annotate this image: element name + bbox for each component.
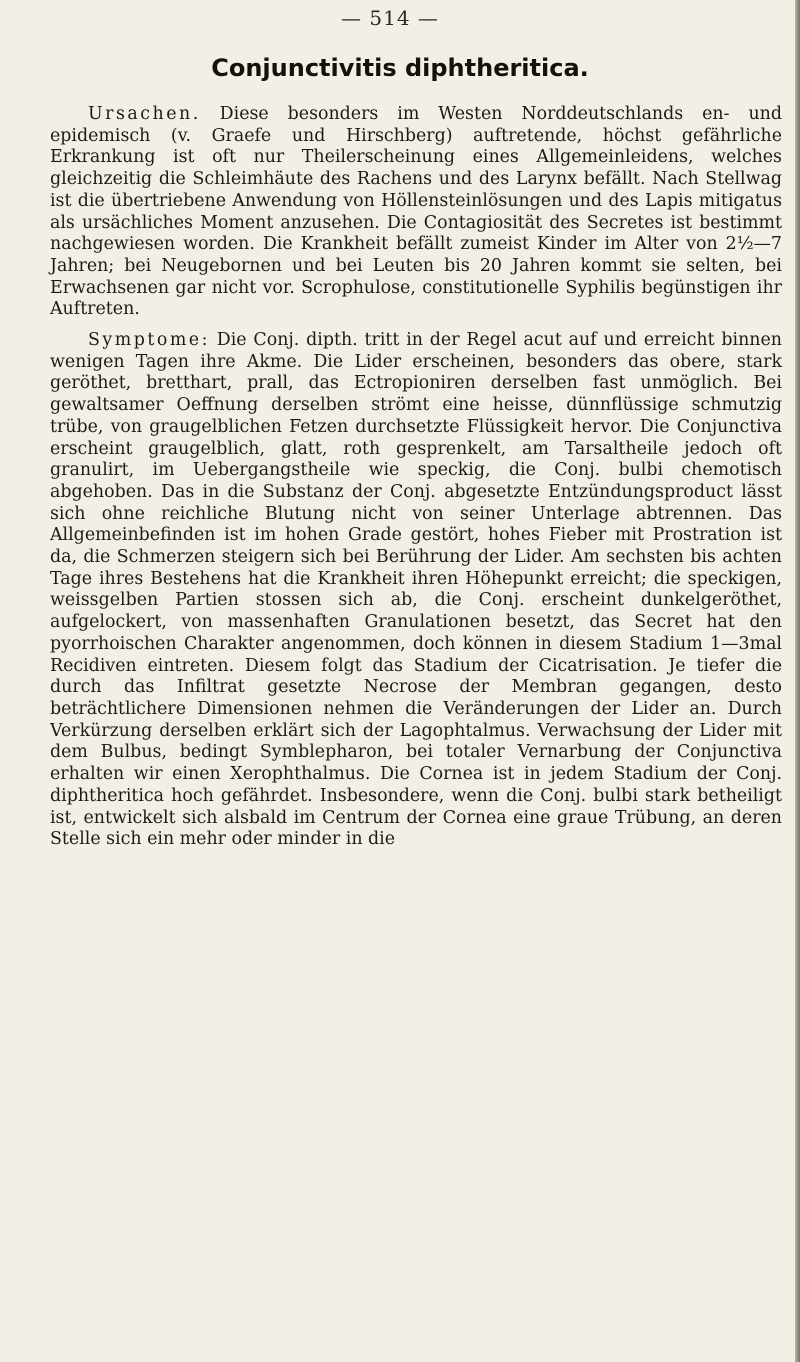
paragraph-causes [50, 104, 782, 321]
paragraph-text-symptoms: Die Conj. dipth. tritt in der Regel acut auf und erreicht binnen wenigen Tagen ihre Akme. Die Lider erscheinen, besonders das obere, stark geröthet, bretthart, prall, das Ectropioniren derselben fast unmöglich. Bei gewaltsamer Oeffnung derselben strömt eine heisse, dünnflüssige schmutzig trübe, von graugelblichen Fetzen durchsetzte Flüssigkeit hervor. Die Conjunctiva erscheint graugelblich, glatt, roth gesprenkelt, am Tarsaltheile jedoch oft granulirt, im Uebergangstheile wie speckig, die Conj. bulbi chemotisch abgehoben. Das in die Substanz der Conj. abgesetzte Entzündungsproduct lässt sich ohne reichliche Blutung nicht von seiner Unterlage abtrennen. Das Allgemeinbefinden ist im hohen Grade gestört, hohes Fieber mit Prostration ist da, die Schmerzen steigern sich bei Berührung der Lider. Am sechsten bis achten Tage ihres Bestehens hat die Krankheit ihren Höhepunkt erreicht; die speckigen, weissgelben Partien stossen sich ab, die Conj. erscheint dunkelgeröthet, aufgelockert, von massenhaften Granulationen besetzt, das Secret hat den pyorrhoischen Charakter angenommen, doch können in diesem Stadium 1—3mal Recidiven eintreten. Diesem folgt das Stadium der Cicatrisation. Je tiefer die durch das Infiltrat gesetzte Necrose der Membran gegangen, desto beträchtlichere Dimensionen nehmen die Veränderungen der Lider an. Durch Verkürzung derselben erklärt sich der Lagophtalmus. Verwachsung der Lider mit dem Bulbus, bedingt Symblepharon, bei totaler Vernarbung der Conjunctiva erhalten wir einen Xerophthalmus. Die Cornea ist in jedem Stadium der Conj. diphtheritica hoch gefährdet. Insbesondere, wenn die Conj. bulbi stark betheiligt ist, entwickelt sich alsbald im Centrum der Cornea eine graue Trübung, an deren Stelle sich ein mehr oder minder in die [50, 330, 782, 850]
paragraph-text-causes: Diese besonders im Westen Norddeutschlands en- und epidemisch (v. Graefe und Hirschberg) auftretende, höchst gefährliche Erkrankung ist oft nur Theilerscheinung eines Allgemeinleidens, welches gleichzeitig die Schleimhäute des Rachens und des Larynx befällt. Nach Stellwag ist die übertriebene Anwendung von Höllensteinlösungen und des Lapis mitigatus als ursächliches Moment anzusehen. Die Contagiosität des Secretes ist bestimmt nachgewiesen worden. Die Krankheit befällt zumeist Kinder im Alter von 2½—7 Jahren; bei Neugebornen und bei Leuten bis 20 Jahren kommt sie selten, bei Erwachsenen gar nicht vor. Scrophulose, constitutionelle Syphilis begünstigen ihr Auftreten. [50, 104, 782, 320]
paragraph-symptoms [50, 330, 782, 851]
page-title: Conjunctivitis diphtheritica. [211, 54, 589, 82]
paragraph-heading-causes: Ursachen. [88, 104, 201, 124]
body-text [50, 104, 782, 851]
page-number: — 514 — [341, 6, 439, 30]
page-edge-shadow [795, 0, 800, 1362]
paragraph-heading-symptoms: Symptome: [88, 330, 210, 351]
